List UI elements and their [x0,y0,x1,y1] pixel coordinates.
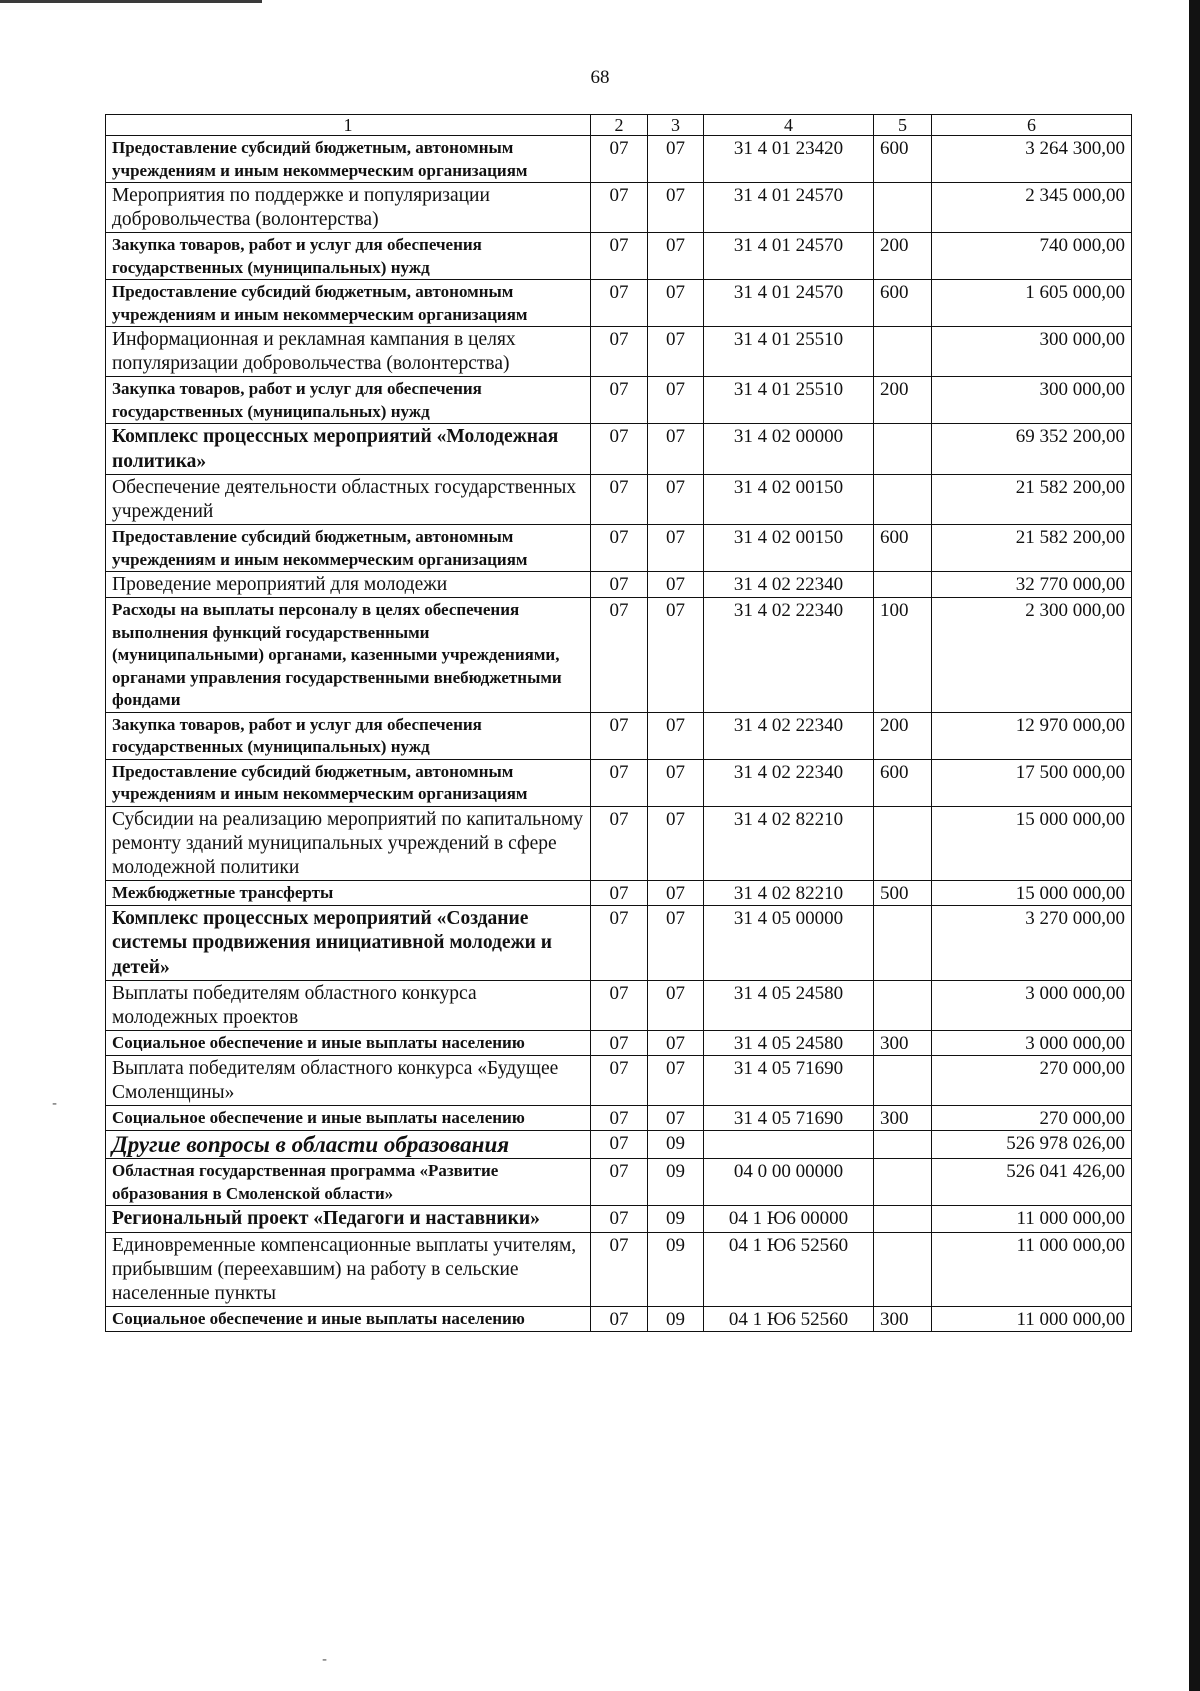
amount-cell: 15 000 000,00 [932,880,1132,905]
amount-cell: 32 770 000,00 [932,572,1132,598]
target-article-cell: 31 4 02 22340 [704,598,874,713]
section-code-cell: 07 [591,1206,648,1233]
subsection-code-cell: 07 [648,1031,704,1056]
table-row [106,377,1132,424]
section-code-cell: 07 [591,759,648,806]
amount-cell: 300 000,00 [932,377,1132,424]
amount-cell: 1 605 000,00 [932,280,1132,327]
subsection-code-cell: 07 [648,1056,704,1106]
table-row [106,1159,1132,1206]
table-row [106,880,1132,905]
subsection-code-cell: 07 [648,981,704,1031]
subsection-code-cell: 07 [648,183,704,233]
section-code-cell: 07 [591,1306,648,1331]
amount-cell: 12 970 000,00 [932,712,1132,759]
amount-cell: 11 000 000,00 [932,1306,1132,1331]
section-code-cell: 07 [591,1159,648,1206]
expense-type-cell [874,183,932,233]
target-article-cell: 04 1 Ю6 52560 [704,1232,874,1306]
section-code-cell: 07 [591,1031,648,1056]
expense-type-cell: 300 [874,1106,932,1131]
target-article-cell: 04 0 00 00000 [704,1159,874,1206]
expense-type-cell [874,475,932,525]
item-name-cell: Выплата победителям областного конкурса «Будущее Смоленщины» [106,1056,591,1106]
expense-type-cell: 500 [874,880,932,905]
expense-type-cell [874,327,932,377]
item-name-cell: Комплекс процессных мероприятий «Молодежная политика» [106,424,591,475]
item-name-cell: Единовременные компенсационные выплаты учителям, прибывшим (переехавшим) на работу в сельские населенные пункты [106,1232,591,1306]
expense-type-cell [874,1206,932,1233]
table-row [106,598,1132,713]
table-row [106,233,1132,280]
section-code-cell: 07 [591,572,648,598]
amount-cell: 15 000 000,00 [932,806,1132,880]
subsection-code-cell: 07 [648,377,704,424]
table-row [106,327,1132,377]
table-row [106,981,1132,1031]
section-code-cell: 07 [591,183,648,233]
expense-type-cell [874,806,932,880]
amount-cell: 21 582 200,00 [932,475,1132,525]
expense-type-cell: 300 [874,1306,932,1331]
item-name-cell: Закупка товаров, работ и услуг для обеспечения государственных (муниципальных) нужд [106,712,591,759]
section-code-cell: 07 [591,880,648,905]
table-header-row [106,115,1132,136]
section-code-cell: 07 [591,377,648,424]
expense-type-cell: 100 [874,598,932,713]
subsection-code-cell: 07 [648,880,704,905]
subsection-code-cell: 07 [648,712,704,759]
item-name-cell: Обеспечение деятельности областных государственных учреждений [106,475,591,525]
subsection-code-cell: 09 [648,1159,704,1206]
target-article-cell: 31 4 01 24570 [704,233,874,280]
item-name-cell: Проведение мероприятий для молодежи [106,572,591,598]
amount-cell: 21 582 200,00 [932,525,1132,572]
expense-type-cell [874,1159,932,1206]
table-row [106,1056,1132,1106]
section-code-cell: 07 [591,981,648,1031]
section-code-cell: 07 [591,1232,648,1306]
section-code-cell: 07 [591,905,648,981]
expense-type-cell: 600 [874,280,932,327]
target-article-cell: 31 4 02 22340 [704,759,874,806]
header-col-4: 4 [704,115,874,136]
target-article-cell: 31 4 05 71690 [704,1056,874,1106]
amount-cell: 17 500 000,00 [932,759,1132,806]
scan-right-edge [1189,0,1200,1691]
expense-type-cell: 600 [874,759,932,806]
expense-type-cell: 600 [874,136,932,183]
expense-type-cell [874,424,932,475]
table-row [106,572,1132,598]
expense-type-cell: 200 [874,377,932,424]
item-name-cell: Предоставление субсидий бюджетным, автономным учреждениям и иным некоммерческим организациям [106,525,591,572]
subsection-code-cell: 09 [648,1232,704,1306]
section-code-cell: 07 [591,806,648,880]
target-article-cell: 31 4 01 25510 [704,377,874,424]
item-name-cell: Региональный проект «Педагоги и наставники» [106,1206,591,1233]
item-name-cell: Закупка товаров, работ и услуг для обеспечения государственных (муниципальных) нужд [106,377,591,424]
amount-cell: 300 000,00 [932,327,1132,377]
table-row [106,806,1132,880]
budget-table-body [106,115,1132,1332]
target-article-cell: 31 4 02 00150 [704,475,874,525]
item-name-cell: Комплекс процессных мероприятий «Создание системы продвижения инициативной молодежи и детей» [106,905,591,981]
subsection-code-cell: 07 [648,759,704,806]
target-article-cell: 31 4 05 71690 [704,1106,874,1131]
amount-cell: 11 000 000,00 [932,1232,1132,1306]
target-article-cell: 04 1 Ю6 52560 [704,1306,874,1331]
section-code-cell: 07 [591,1056,648,1106]
section-code-cell: 07 [591,424,648,475]
subsection-code-cell: 07 [648,136,704,183]
subsection-code-cell: 09 [648,1306,704,1331]
section-code-cell: 07 [591,525,648,572]
header-col-3: 3 [648,115,704,136]
item-name-cell: Социальное обеспечение и иные выплаты населению [106,1031,591,1056]
table-row [106,1106,1132,1131]
expense-type-cell [874,1056,932,1106]
header-col-5: 5 [874,115,932,136]
header-col-2: 2 [591,115,648,136]
subsection-code-cell: 07 [648,327,704,377]
section-code-cell: 07 [591,712,648,759]
item-name-cell: Социальное обеспечение и иные выплаты населению [106,1106,591,1131]
amount-cell: 526 041 426,00 [932,1159,1132,1206]
target-article-cell: 31 4 02 22340 [704,572,874,598]
subsection-code-cell: 07 [648,475,704,525]
table-row [106,712,1132,759]
amount-cell: 3 000 000,00 [932,1031,1132,1056]
table-row [106,136,1132,183]
item-name-cell: Областная государственная программа «Развитие образования в Смоленской области» [106,1159,591,1206]
table-row [106,280,1132,327]
item-name-cell: Социальное обеспечение и иные выплаты населению [106,1306,591,1331]
budget-table [105,114,1132,1332]
subsection-code-cell: 07 [648,1106,704,1131]
top-scan-rule [0,0,262,3]
table-row [106,1206,1132,1233]
subsection-code-cell: 09 [648,1131,704,1159]
section-code-cell: 07 [591,280,648,327]
item-name-cell: Мероприятия по поддержке и популяризации добровольчества (волонтерства) [106,183,591,233]
target-article-cell: 04 1 Ю6 00000 [704,1206,874,1233]
expense-type-cell [874,905,932,981]
subsection-code-cell: 07 [648,525,704,572]
subsection-code-cell: 07 [648,572,704,598]
subsection-code-cell: 07 [648,598,704,713]
target-article-cell: 31 4 01 25510 [704,327,874,377]
target-article-cell: 31 4 01 24570 [704,183,874,233]
amount-cell: 3 264 300,00 [932,136,1132,183]
target-article-cell: 31 4 05 24580 [704,1031,874,1056]
target-article-cell: 31 4 02 00000 [704,424,874,475]
item-name-cell: Закупка товаров, работ и услуг для обеспечения государственных (муниципальных) нужд [106,233,591,280]
target-article-cell: 31 4 02 22340 [704,712,874,759]
target-article-cell: 31 4 02 82210 [704,880,874,905]
section-code-cell: 07 [591,233,648,280]
target-article-cell [704,1131,874,1159]
expense-type-cell [874,1131,932,1159]
amount-cell: 2 345 000,00 [932,183,1132,233]
item-name-cell: Предоставление субсидий бюджетным, автономным учреждениям и иным некоммерческим организациям [106,280,591,327]
section-code-cell: 07 [591,136,648,183]
item-name-cell: Предоставление субсидий бюджетным, автономным учреждениям и иным некоммерческим организациям [106,136,591,183]
item-name-cell: Субсидии на реализацию мероприятий по капитальному ремонту зданий муниципальных учреждений в сфере молодежной политики [106,806,591,880]
page-number: 68 [590,67,610,88]
header-col-6: 6 [932,115,1132,136]
expense-type-cell: 600 [874,525,932,572]
item-name-cell: Информационная и рекламная кампания в целях популяризации добровольчества (волонтерства) [106,327,591,377]
target-article-cell: 31 4 01 23420 [704,136,874,183]
target-article-cell: 31 4 02 00150 [704,525,874,572]
expense-type-cell [874,572,932,598]
section-code-cell: 07 [591,1131,648,1159]
target-article-cell: 31 4 02 82210 [704,806,874,880]
target-article-cell: 31 4 05 24580 [704,981,874,1031]
expense-type-cell: 300 [874,1031,932,1056]
item-name-cell: Расходы на выплаты персоналу в целях обеспечения выполнения функций государственными (муниципальными) органами, казенными учреждениями, органами управления государственными внебюджетными фондами [106,598,591,713]
table-row [106,1131,1132,1159]
scan-speck: - [52,1096,58,1112]
expense-type-cell: 200 [874,712,932,759]
table-row [106,183,1132,233]
expense-type-cell [874,981,932,1031]
section-code-cell: 07 [591,598,648,713]
table-row [106,475,1132,525]
amount-cell: 526 978 026,00 [932,1131,1132,1159]
expense-type-cell: 200 [874,233,932,280]
section-code-cell: 07 [591,1106,648,1131]
table-row [106,1232,1132,1306]
table-row [106,424,1132,475]
amount-cell: 11 000 000,00 [932,1206,1132,1233]
section-code-cell: 07 [591,475,648,525]
expense-type-cell [874,1232,932,1306]
amount-cell: 270 000,00 [932,1106,1132,1131]
table-row [106,1306,1132,1331]
subsection-code-cell: 07 [648,233,704,280]
table-row [106,1031,1132,1056]
amount-cell: 2 300 000,00 [932,598,1132,713]
amount-cell: 3 000 000,00 [932,981,1132,1031]
subsection-code-cell: 07 [648,280,704,327]
amount-cell: 270 000,00 [932,1056,1132,1106]
target-article-cell: 31 4 05 00000 [704,905,874,981]
subsection-code-cell: 07 [648,806,704,880]
table-row [106,905,1132,981]
header-col-1: 1 [106,115,591,136]
scan-speck: - [322,1652,328,1668]
section-code-cell: 07 [591,327,648,377]
subsection-code-cell: 09 [648,1206,704,1233]
amount-cell: 3 270 000,00 [932,905,1132,981]
amount-cell: 69 352 200,00 [932,424,1132,475]
item-name-cell: Выплаты победителям областного конкурса молодежных проектов [106,981,591,1031]
item-name-cell: Другие вопросы в области образования [106,1131,591,1159]
table-row [106,525,1132,572]
table-row [106,759,1132,806]
subsection-code-cell: 07 [648,424,704,475]
target-article-cell: 31 4 01 24570 [704,280,874,327]
item-name-cell: Межбюджетные трансферты [106,880,591,905]
amount-cell: 740 000,00 [932,233,1132,280]
item-name-cell: Предоставление субсидий бюджетным, автономным учреждениям и иным некоммерческим организациям [106,759,591,806]
subsection-code-cell: 07 [648,905,704,981]
